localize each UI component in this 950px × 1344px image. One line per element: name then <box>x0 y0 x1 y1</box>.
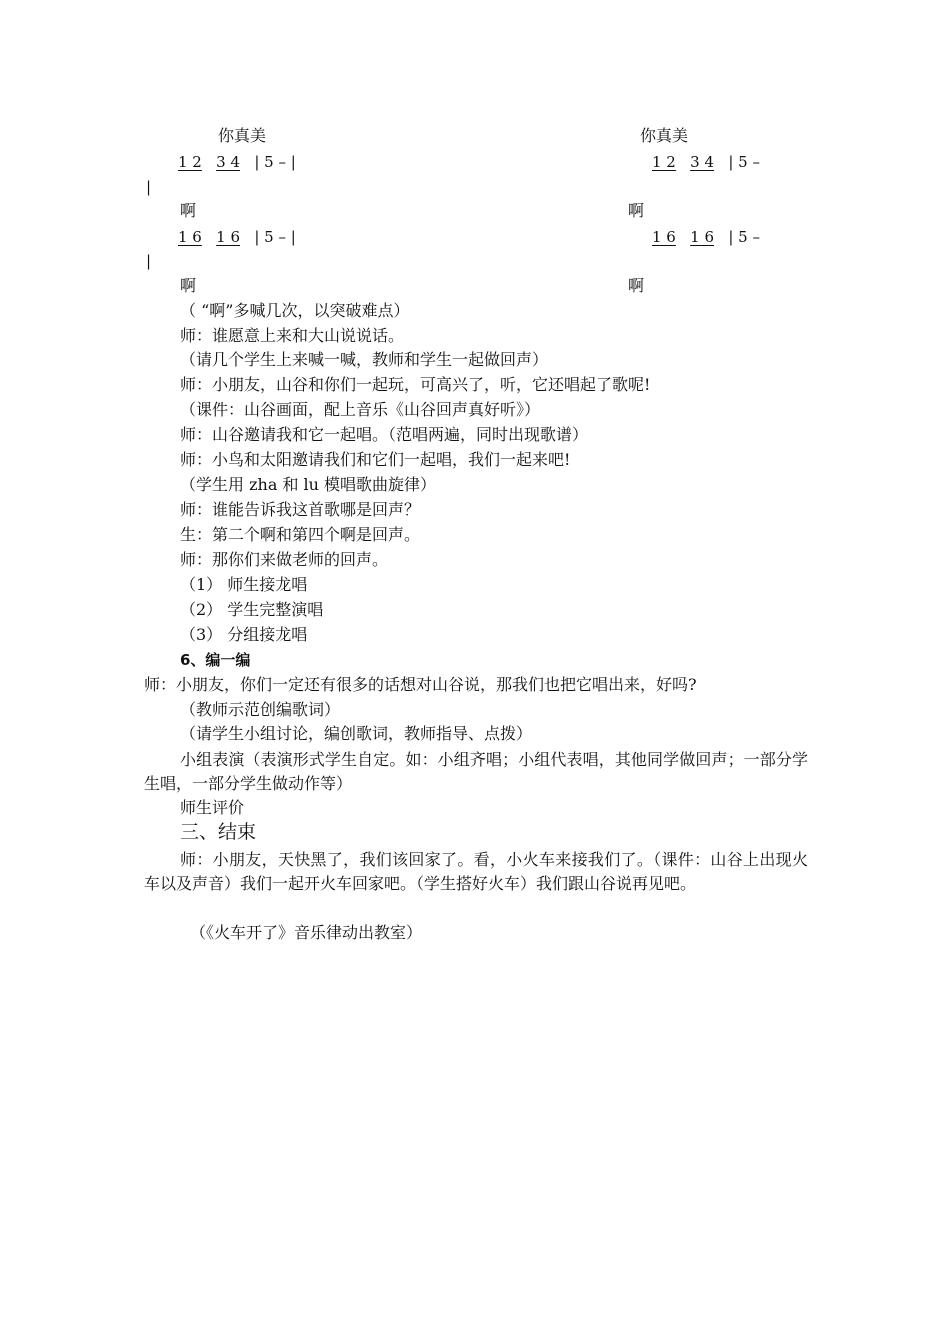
section3-paragraph: 师：小朋友，天快黑了，我们该回家了。看，小火车来接我们了。（课件：山谷上出现火车以及声音）我们一起开火车回家吧。（学生搭好火车）我们跟山谷说再见吧。 <box>144 850 808 893</box>
right-lyric2: 啊 <box>628 276 645 295</box>
section6-perform-paragraph: 小组表演（表演形式学生自定。如：小组齐唱；小组代表唱，其他同学做回声；一部分学生唱，一部分学生做动作等） <box>144 750 808 793</box>
left-notation-row1 <box>178 152 296 172</box>
lesson-line: 师：谁愿意上来和大山说说话。 <box>180 326 405 345</box>
right-song-title: 你真美 <box>640 126 689 145</box>
lesson-line: （2） 学生完整演唱 <box>180 600 324 619</box>
lesson-line: （1） 师生接龙唱 <box>180 575 308 594</box>
left-lyric1: 啊 <box>180 201 197 220</box>
lesson-line: 生：第二个啊和第四个啊是回声。 <box>180 525 421 544</box>
right-row2-note-group2: 1 6 <box>690 228 715 246</box>
right-lyric1: 啊 <box>628 201 645 220</box>
right-row1-note-group2: 3 4 <box>690 153 715 171</box>
lesson-line: （课件：山谷画面，配上音乐《山谷回声真好听》） <box>180 400 541 419</box>
right-notation-row1 <box>652 152 760 172</box>
left-row2-note-group1: 1 6 <box>178 228 202 246</box>
lesson-line: （请几个学生上来喊一喊，教师和学生一起做回声） <box>180 350 549 369</box>
left-notation-row2 <box>178 227 296 247</box>
left-row1-barline: | <box>146 178 152 196</box>
left-row2-barline: | <box>146 252 152 270</box>
section6-evaluate-line: 师生评价 <box>180 798 245 817</box>
left-row1-rest: | 5 – | <box>254 153 296 171</box>
right-row2-note-group1: 1 6 <box>652 228 676 246</box>
right-row1-note-group1: 1 2 <box>652 153 676 171</box>
section6-teacher-line: 师：小朋友，你们一定还有很多的话想对山谷说，那我们也把它唱出来，好吗? <box>144 675 697 694</box>
lesson-line: 师：小朋友，山谷和你们一起玩，可高兴了，听，它还唱起了歌呢! <box>180 375 651 394</box>
left-song-title: 你真美 <box>218 126 267 145</box>
left-lyric2: 啊 <box>180 276 197 295</box>
right-notation-row2 <box>652 227 760 247</box>
section3-exit-line: （《火车开了》音乐律动出教室） <box>190 923 423 942</box>
left-row2-note-group2: 1 6 <box>216 228 241 246</box>
section6-heading: 6、编一编 <box>180 651 251 669</box>
section3-heading: 三、结束 <box>180 821 257 843</box>
lesson-line: 师：谁能告诉我这首歌哪是回声？ <box>180 500 421 519</box>
lesson-line: 师：山谷邀请我和它一起唱。（范唱两遍，同时出现歌谱） <box>180 425 589 444</box>
lesson-line: （ “啊”多喊几次，以突破难点） <box>180 301 410 320</box>
left-row2-rest: | 5 – | <box>254 228 296 246</box>
lesson-line: 师：那你们来做老师的回声。 <box>180 550 389 569</box>
section6-discuss-line: （请学生小组讨论，编创歌词，教师指导、点拨） <box>180 724 533 743</box>
section6-demo-line: （教师示范创编歌词） <box>180 700 341 719</box>
left-row1-note-group2: 3 4 <box>216 153 241 171</box>
lesson-line: （学生用 zha 和 lu 模唱歌曲旋律） <box>180 475 437 494</box>
lesson-line: （3） 分组接龙唱 <box>180 625 308 644</box>
left-row1-note-group1: 1 2 <box>178 153 202 171</box>
right-row2-rest: | 5 – <box>728 228 760 246</box>
right-row1-rest: | 5 – <box>728 153 760 171</box>
lesson-line: 师：小鸟和太阳邀请我们和它们一起唱，我们一起来吧! <box>180 450 571 469</box>
